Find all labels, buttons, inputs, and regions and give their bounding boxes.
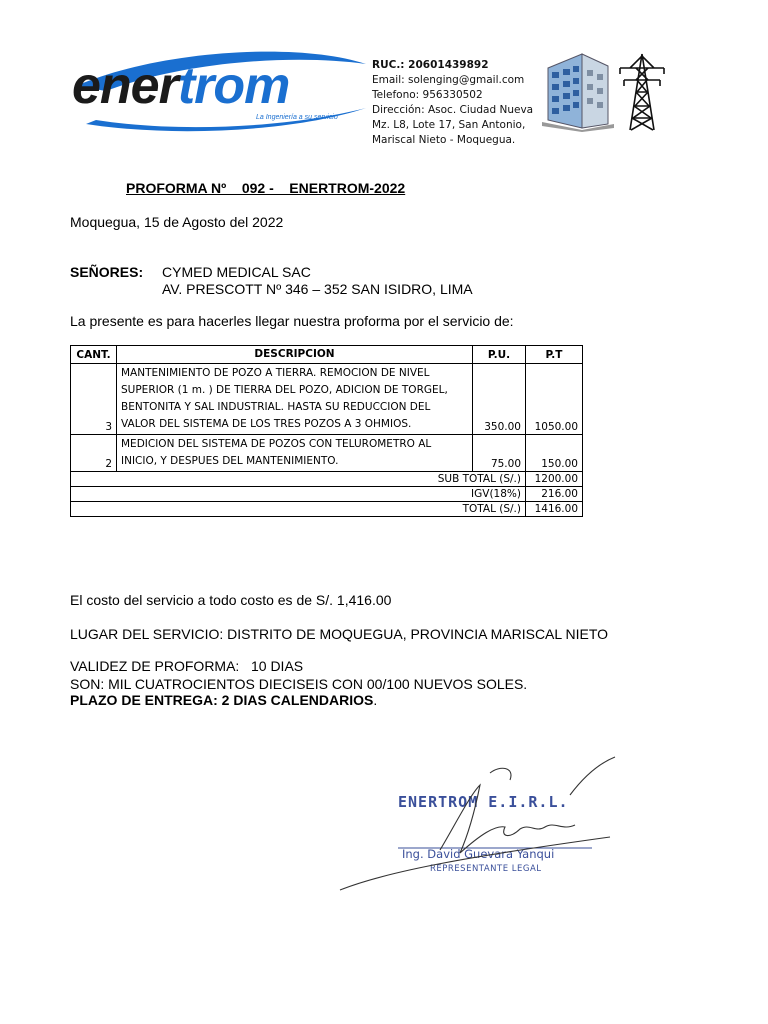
document-date: Moquegua, 15 de Agosto del 2022	[70, 214, 284, 230]
igv-row	[71, 487, 583, 502]
stamp-person: Ing. David Guevara Yanqui	[402, 847, 555, 861]
total-label: TOTAL (S/.)	[71, 502, 526, 517]
validity-text: VALIDEZ DE PROFORMA: 10 DIAS	[70, 658, 304, 674]
logo-tagline: La Ingeniería a su servicio	[256, 114, 338, 121]
contact-block	[372, 58, 533, 148]
address-line-1: Dirección: Asoc. Ciudad Nueva	[372, 104, 534, 116]
row-pt: 1050.00	[526, 364, 583, 435]
logo-text-part1: ener	[72, 57, 178, 115]
row-cant: 2	[71, 435, 117, 472]
stamp-company: ENERTROM E.I.R.L.	[398, 793, 569, 811]
header-pu: P.U.	[473, 346, 526, 364]
proforma-title: PROFORMA Nº 092 - ENERTROM-2022	[126, 180, 406, 196]
igv-label: IGV(18%)	[71, 487, 526, 502]
recipient-name: CYMED MEDICAL SAC	[162, 264, 311, 280]
phone-text: Telefono: 956330502	[372, 89, 483, 101]
header-desc: DESCRIPCION	[117, 346, 473, 364]
subtotal-row	[71, 472, 583, 487]
igv-value: 216.00	[526, 487, 583, 502]
amount-in-words: SON: MIL CUATROCIENTOS DIECISEIS CON 00/100 NUEVOS SOLES.	[70, 676, 528, 692]
address-line-3: Mariscal Nieto - Moquegua.	[372, 134, 516, 146]
service-location: LUGAR DEL SERVICIO: DISTRITO DE MOQUEGUA, PROVINCIA MARISCAL NIETO	[70, 626, 609, 642]
delivery-term-text: PLAZO DE ENTREGA: 2 DIAS CALENDARIOS	[70, 692, 374, 708]
building-icon	[542, 48, 614, 132]
subtotal-label: SUB TOTAL (S/.)	[71, 472, 526, 487]
signature-stamp	[330, 755, 630, 895]
stamp-role: REPRESENTANTE LEGAL	[430, 864, 542, 874]
total-row	[71, 502, 583, 517]
recipient-address: AV. PRESCOTT Nº 346 – 352 SAN ISIDRO, LIMA	[162, 281, 473, 297]
header-pt: P.T	[526, 346, 583, 364]
table-row	[71, 364, 583, 435]
ruc-text: RUC.: 20601439892	[372, 59, 489, 71]
company-logo	[72, 57, 290, 115]
recipient-block	[162, 264, 473, 298]
intro-text: La presente es para hacerles llegar nuestra proforma por el servicio de:	[70, 313, 514, 329]
table-row	[71, 435, 583, 472]
logo-text-part2: trom	[177, 57, 290, 115]
row-cant: 3	[71, 364, 117, 435]
recipient-label: SEÑORES:	[70, 264, 144, 280]
proforma-table	[70, 345, 583, 517]
row-desc: MEDICION DEL SISTEMA DE POZOS CON TELUROMETRO AL INICIO, Y DESPUES DEL MANTENIMIENTO.	[117, 435, 473, 472]
subtotal-value: 1200.00	[526, 472, 583, 487]
row-pu: 75.00	[473, 435, 526, 472]
address-line-2: Mz. L8, Lote 17, San Antonio,	[372, 119, 526, 131]
row-desc: MANTENIMIENTO DE POZO A TIERRA. REMOCION DE NIVEL SUPERIOR (1 m. ) DE TIERRA DEL POZO, ADICION DE TORGEL, BENTONITA Y SAL INDUSTRIAL. HASTA SU REDUCCION DEL VALOR DEL SISTEMA DE LOS TRES POZOS A 3 OHMIOS.	[117, 364, 473, 435]
cost-text: El costo del servicio a todo costo es de S/. 1,416.00	[70, 592, 392, 608]
table-header-row	[71, 346, 583, 364]
email-text: Email: solenging@gmail.com	[372, 74, 525, 86]
power-tower-icon	[616, 52, 668, 132]
header-cant: CANT.	[71, 346, 117, 364]
row-pu: 350.00	[473, 364, 526, 435]
total-value: 1416.00	[526, 502, 583, 517]
row-pt: 150.00	[526, 435, 583, 472]
delivery-term: PLAZO DE ENTREGA: 2 DIAS CALENDARIOS.	[70, 692, 378, 708]
